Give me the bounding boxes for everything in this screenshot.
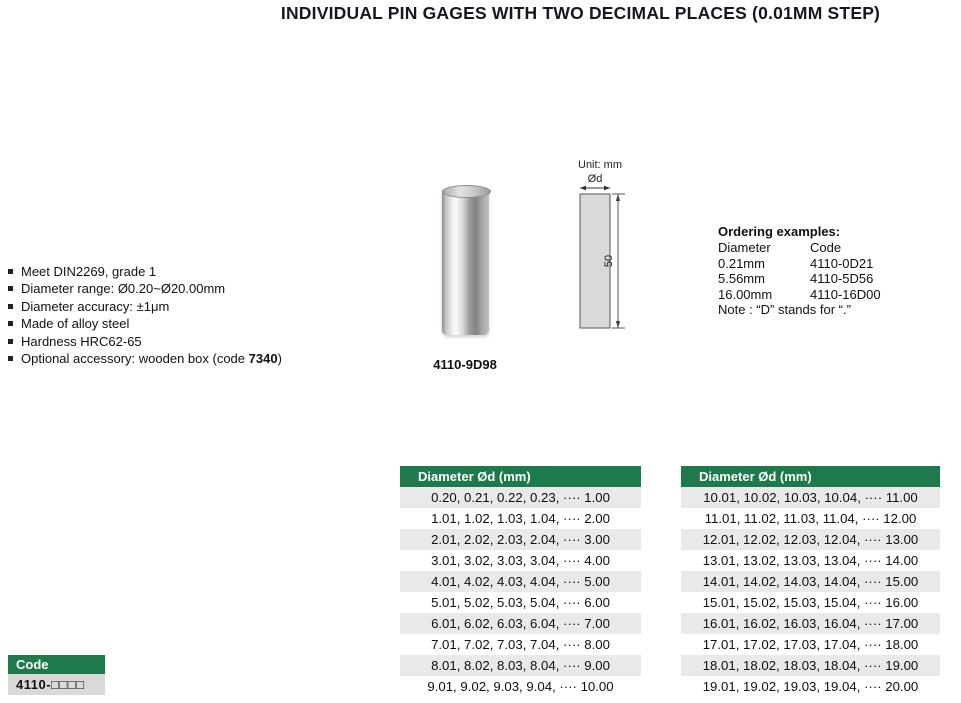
ordering-col-diameter: Diameter bbox=[718, 240, 771, 255]
feature-text: Made of alloy steel bbox=[21, 316, 130, 332]
code-box bbox=[8, 655, 105, 695]
feature-text-suffix: ) bbox=[277, 351, 282, 367]
table-row: 16.01, 16.02, 16.03, 16.04, ···· 17.00 bbox=[681, 613, 940, 634]
ordering-code: 4110-16D00 bbox=[810, 286, 881, 302]
code-box-header: Code bbox=[8, 655, 105, 674]
table-row: 4.01, 4.02, 4.03, 4.04, ···· 5.00 bbox=[400, 571, 641, 592]
bullet-icon bbox=[8, 304, 13, 309]
ordering-code: 4110-0D21 bbox=[810, 255, 874, 271]
product-code-label: 4110-9D98 bbox=[433, 357, 497, 372]
ordering-diameter: 0.21mm bbox=[718, 255, 765, 271]
accessory-code: 7340 bbox=[248, 351, 278, 367]
bullet-icon bbox=[8, 321, 13, 326]
feature-text: Hardness HRC62-65 bbox=[21, 333, 142, 349]
ordering-col-code: Code bbox=[810, 240, 842, 255]
ordering-row bbox=[718, 271, 881, 287]
bullet-icon bbox=[8, 339, 13, 344]
table-row: 9.01, 9.02, 9.03, 9.04, ···· 10.00 bbox=[400, 676, 641, 697]
table-row: 14.01, 14.02, 14.03, 14.04, ···· 15.00 bbox=[681, 571, 940, 592]
table-header: Diameter Ød (mm) bbox=[681, 466, 940, 487]
bullet-icon bbox=[8, 356, 13, 361]
table-row: 3.01, 3.02, 3.03, 3.04, ···· 4.00 bbox=[400, 550, 641, 571]
diameter-table-right bbox=[681, 466, 940, 697]
ordering-heading: Ordering examples: bbox=[718, 224, 841, 239]
table-header: Diameter Ød (mm) bbox=[400, 466, 641, 487]
diameter-dimension bbox=[580, 186, 610, 191]
feature-item bbox=[8, 280, 282, 297]
ordering-row bbox=[718, 256, 881, 272]
ordering-examples bbox=[718, 223, 881, 318]
table-row: 2.01, 2.02, 2.03, 2.04, ···· 3.00 bbox=[400, 529, 641, 550]
length-dim-label: 50 bbox=[603, 254, 615, 268]
ordering-diameter: 16.00mm bbox=[718, 286, 773, 302]
feature-text: Diameter range: Ø0.20~Ø20.00mm bbox=[21, 281, 226, 297]
table-row: 5.01, 5.02, 5.03, 5.04, ···· 6.00 bbox=[400, 592, 641, 613]
feature-item bbox=[8, 298, 282, 315]
diameter-table-left bbox=[400, 466, 641, 697]
table-row: 11.01, 11.02, 11.03, 11.04, ···· 12.00 bbox=[681, 508, 940, 529]
table-row: 10.01, 10.02, 10.03, 10.04, ···· 11.00 bbox=[681, 487, 940, 508]
table-row: 7.01, 7.02, 7.03, 7.04, ···· 8.00 bbox=[400, 634, 641, 655]
table-row: 0.20, 0.21, 0.22, 0.23, ···· 1.00 bbox=[400, 487, 641, 508]
table-row: 8.01, 8.02, 8.03, 8.04, ···· 9.00 bbox=[400, 655, 641, 676]
feature-text-prefix: Optional accessory: wooden box (code bbox=[21, 351, 249, 367]
page-title: INDIVIDUAL PIN GAGES WITH TWO DECIMAL PLACES (0.01MM STEP) bbox=[280, 3, 881, 23]
ordering-row bbox=[718, 287, 881, 303]
ordering-column-headers bbox=[718, 240, 881, 256]
table-row: 12.01, 12.02, 12.03, 12.04, ···· 13.00 bbox=[681, 529, 940, 550]
feature-text: Diameter accuracy: ±1μm bbox=[21, 298, 170, 314]
ordering-note: Note : “D” stands for “.” bbox=[718, 302, 851, 318]
feature-item bbox=[8, 333, 282, 350]
bullet-icon bbox=[8, 269, 13, 274]
diameter-dim-label: Ød bbox=[587, 173, 603, 185]
technical-drawing bbox=[570, 172, 650, 342]
features-list bbox=[8, 263, 282, 367]
table-row: 17.01, 17.02, 17.03, 17.04, ···· 18.00 bbox=[681, 634, 940, 655]
table-row: 1.01, 1.02, 1.03, 1.04, ···· 2.00 bbox=[400, 508, 641, 529]
feature-item-optional-accessory bbox=[8, 350, 282, 367]
ordering-code: 4110-5D56 bbox=[810, 271, 874, 287]
code-box-value: 4110-□□□□ bbox=[8, 674, 105, 695]
feature-item bbox=[8, 263, 282, 280]
unit-label: Unit: mm bbox=[578, 159, 622, 171]
ordering-diameter: 5.56mm bbox=[718, 271, 765, 287]
table-row: 6.01, 6.02, 6.03, 6.04, ···· 7.00 bbox=[400, 613, 641, 634]
feature-item bbox=[8, 315, 282, 332]
table-row: 13.01, 13.02, 13.03, 13.04, ···· 14.00 bbox=[681, 550, 940, 571]
pin-gage-photo bbox=[442, 190, 489, 335]
bullet-icon bbox=[8, 286, 13, 291]
feature-text: Meet DIN2269, grade 1 bbox=[21, 264, 157, 279]
table-row: 15.01, 15.02, 15.03, 15.04, ···· 16.00 bbox=[681, 592, 940, 613]
table-row: 19.01, 19.02, 19.03, 19.04, ···· 20.00 bbox=[681, 676, 940, 697]
table-row: 18.01, 18.02, 18.03, 18.04, ···· 19.00 bbox=[681, 655, 940, 676]
